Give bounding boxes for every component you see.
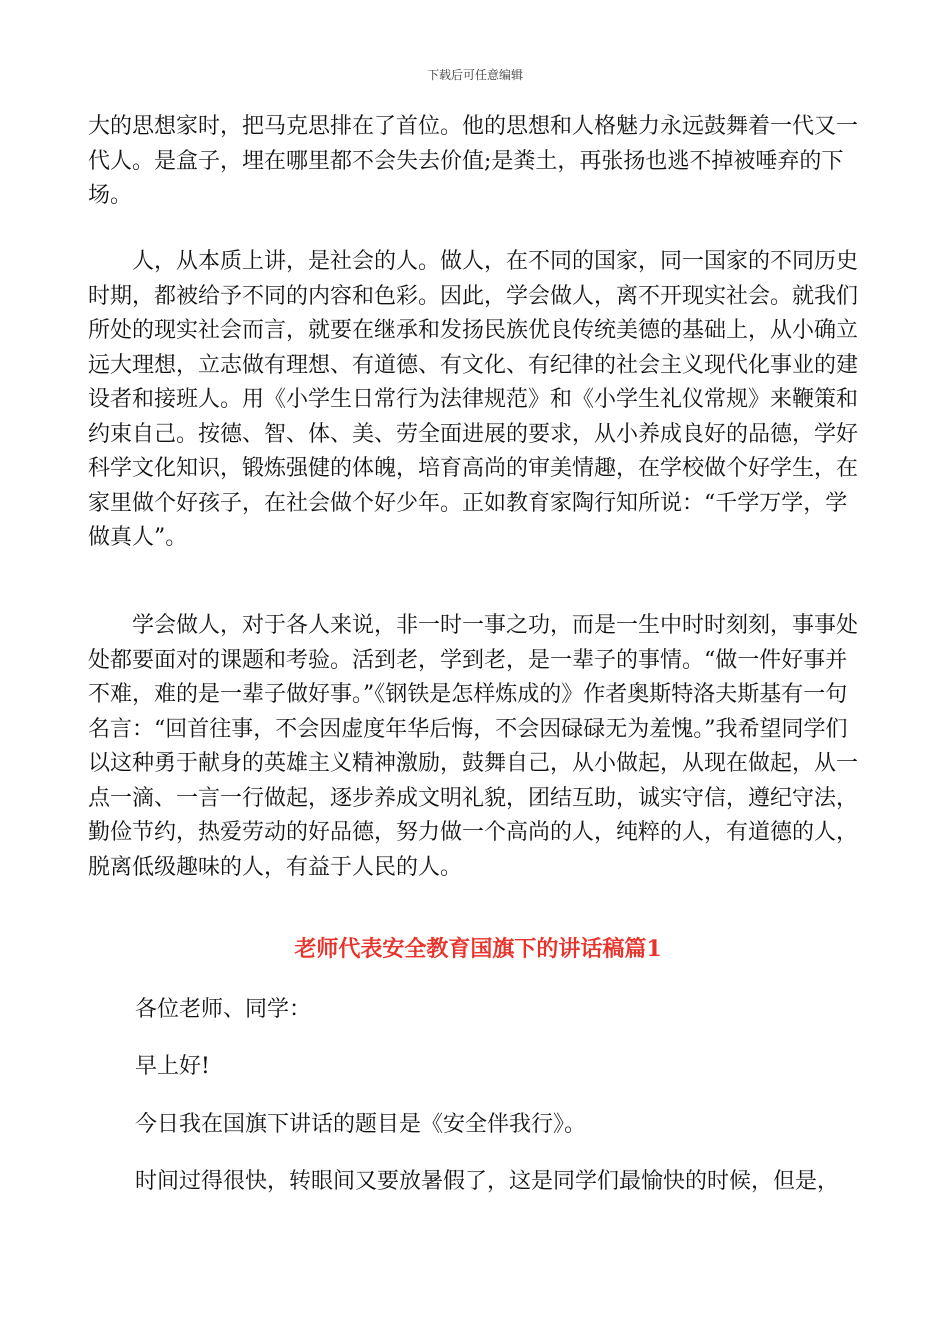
paragraph-3: 学会做人，对于各人来说，非一时一事之功，而是一生中时时刻刻，事事处处都要面对的课题和考验。活到老，学到老，是一辈子的事情。“做一件好事并不难，难的是一辈子做好事。”《钢铁是怎样炼成的》作者奥斯特洛夫斯基有一句名言：“回首往事，不会因虚度年华后悔，不会因碌碌无为羞愧。”我希望同学们以这种勇于献身的英雄主义精神激励，鼓舞自己，从小做起，从现在做起，从一点一滴、一言一行做起，逐步养成文明礼貌，团结互助，诚实守信，遵纪守法，勤俭节约，热爱劳动的好品德，努力做一个高尚的人，纯粹的人，有道德的人，脱离低级趣味的人，有益于人民的人。 [88, 613, 859, 880]
last-line: 时间过得很快，转眼间又要放暑假了，这是同学们最愉快的时候，但是， [135, 1169, 840, 1194]
paragraph-1: 大的思想家时，把马克思排在了首位。他的思想和人格魅力永远鼓舞着一代又一代人。是盒子，埋在哪里都不会失去价值;是粪土，再张扬也逃不掉被唾弃的下场。 [88, 114, 859, 208]
header-note: 下载后可任意编辑 [426, 68, 523, 82]
section-title: 老师代表安全教育国旗下的讲话稿篇1 [294, 936, 662, 962]
salutation: 各位老师、同学： [135, 997, 312, 1022]
paragraph-2: 人，从本质上讲，是社会的人。做人，在不同的国家，同一国家的不同历史时期，都被给予不同的内容和色彩。因此，学会做人，离不开现实社会。就我们所处的现实社会而言，就要在继承和发扬民族优良传统美德的基础上，从小确立远大理想，立志做有理想、有道德、有文化、有纪律的社会主义现代化事业的建设者和接班人。用《小学生日常行为法律规范》和《小学生礼仪常规》来鞭策和约束自己。按德、智、体、美、劳全面进展的要求，从小养成良好的品德，学好科学文化知识，锻炼强健的体魄，培育高尚的审美情趣，在学校做个好学生，在家里做个好孩子，在社会做个好少年。正如教育家陶行知所说：“千学万学，学做真人”。 [88, 249, 859, 550]
topic-line: 今日我在国旗下讲话的题目是《安全伴我行》。 [135, 1112, 587, 1137]
greeting: 早上好! [135, 1054, 210, 1079]
